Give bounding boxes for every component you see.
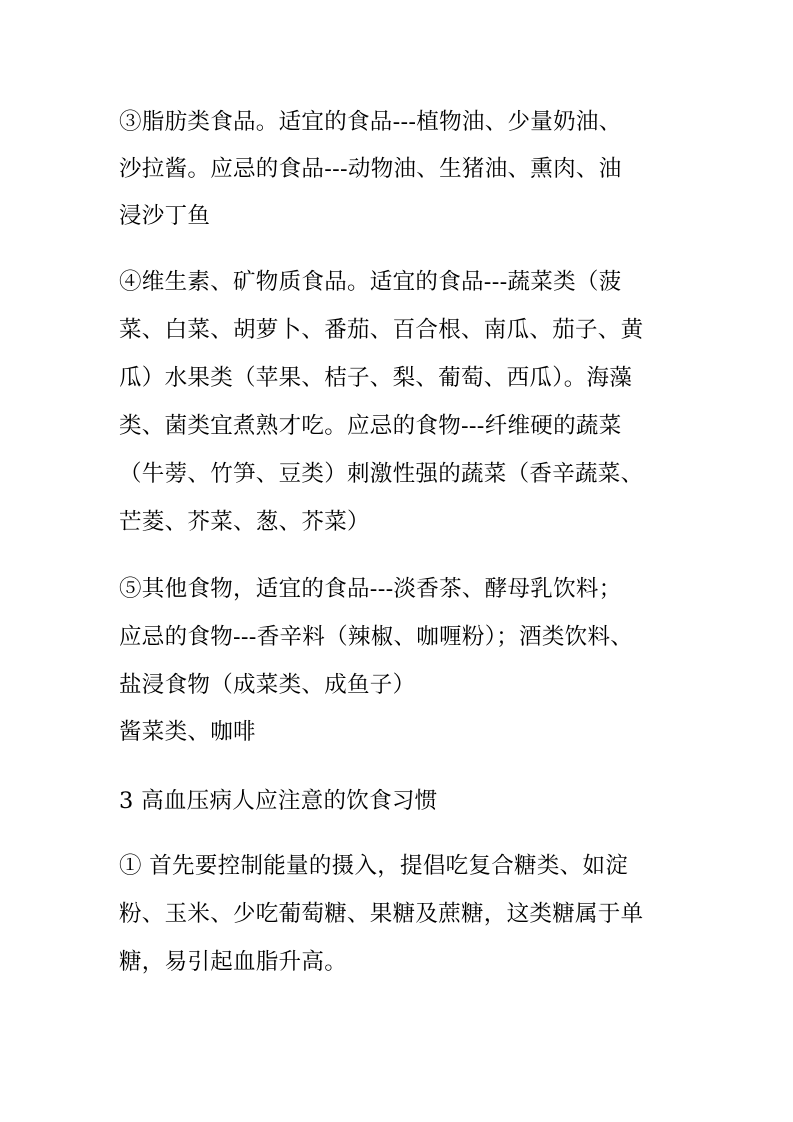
text-line: ① 首先要控制能量的摄入，提倡吃复合糖类、如淀 (119, 853, 629, 879)
text-line: 浸沙丁鱼 (119, 203, 211, 229)
text-line: ④维生素、矿物质食品。适宜的食品---蔬菜类（菠 (119, 269, 622, 295)
text-line: ③脂肪类食品。适宜的食品---植物油、少量奶油、 (119, 109, 622, 135)
text-line: 瓜）水果类（苹果、桔子、梨、葡萄、西瓜）。海藻 (119, 365, 633, 391)
text-line: 盐浸食物（成菜类、成鱼子） (119, 672, 416, 698)
text-line: 沙拉酱。应忌的食品---动物油、生猪油、熏肉、油 (119, 156, 622, 182)
section-heading: 3 高血压病人应注意的饮食习惯 (119, 788, 438, 814)
text-line: 糖，易引起血脂升高。 (119, 949, 348, 975)
text-line: （牛蒡、竹笋、豆类）刺激性强的蔬菜（香辛蔬菜、 (119, 461, 644, 487)
text-line: 菜、白菜、胡萝卜、番茄、百合根、南瓜、茄子、黄 (119, 317, 644, 343)
text-line: ⑤其他食物，适宜的食品---淡香茶、酵母乳饮料； (119, 576, 622, 602)
text-line: 酱菜类、咖啡 (119, 719, 256, 745)
text-line: 芒菱、芥菜、葱、芥菜） (119, 509, 370, 535)
text-line: 类、菌类宜煮熟才吃。应忌的食物---纤维硬的蔬菜 (119, 413, 622, 439)
text-line: 应忌的食物---香辛料（辣椒、咖喱粉）；酒类饮料、 (119, 624, 634, 650)
text-line: 粉、玉米、少吃葡萄糖、果糖及蔗糖，这类糖属于单 (119, 901, 644, 927)
